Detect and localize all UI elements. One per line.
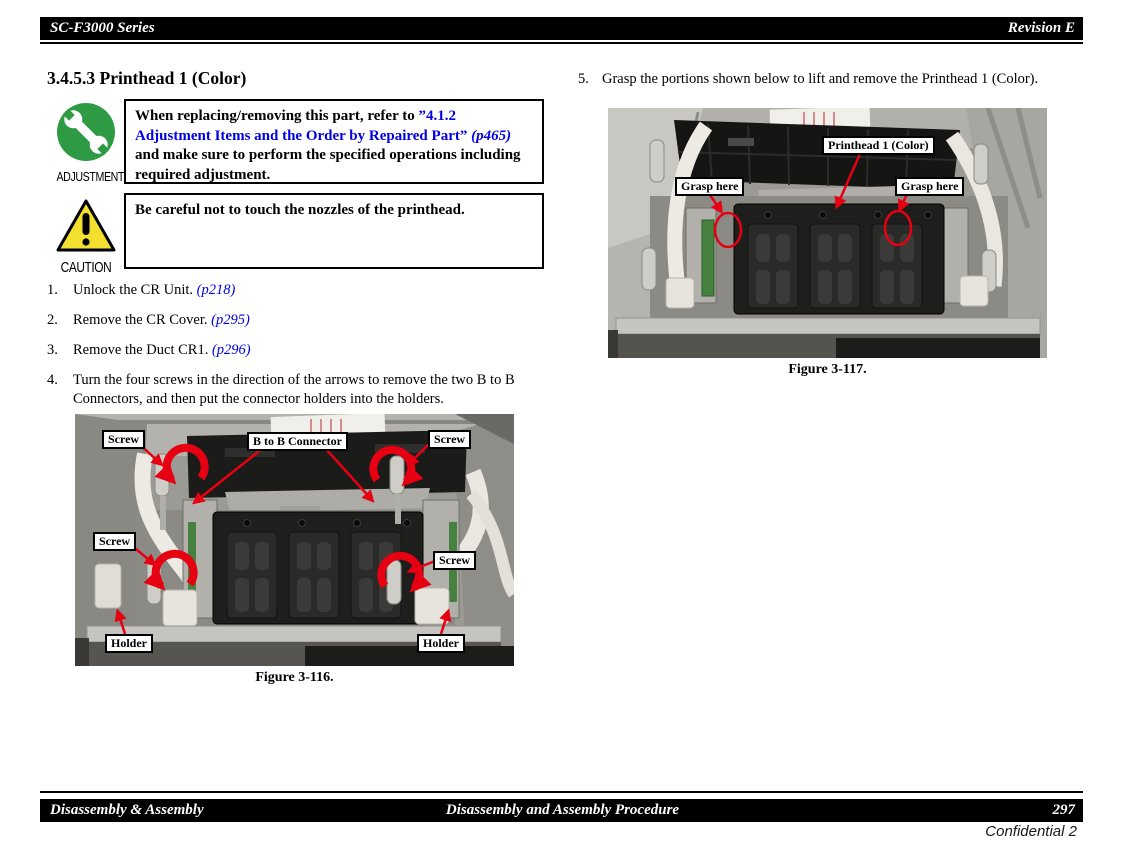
page-header-bar <box>40 17 1083 40</box>
step-3-text <box>73 341 251 359</box>
step-1-body: Unlock the CR Unit. <box>73 282 197 298</box>
figure-3-116-illustration <box>75 414 514 666</box>
adjustment-icon <box>55 101 117 163</box>
fig117-label-printhead: Printhead 1 (Color) <box>822 136 935 155</box>
caution-icon <box>55 198 117 254</box>
step-3-number: 3. <box>47 342 58 359</box>
step-4 <box>47 371 533 407</box>
caution-icon-label: CAUTION <box>60 260 112 276</box>
caution-icon-block <box>50 198 122 276</box>
confidential-note: Confidential 2 <box>985 823 1077 840</box>
procedure-steps <box>47 281 533 420</box>
section-heading: 3.4.5.3 Printhead 1 (Color) <box>47 68 247 88</box>
footer-rule <box>40 791 1083 793</box>
step-4-number: 4. <box>47 372 58 389</box>
fig117-label-grasp-left: Grasp here <box>675 177 744 196</box>
step-1-number: 1. <box>47 282 58 298</box>
fig116-label-screw-mr: Screw <box>433 551 476 570</box>
fig116-label-holder-l: Holder <box>105 634 153 653</box>
caution-notebox <box>124 193 544 269</box>
fig116-label-b2b-connector: B to B Connector <box>247 432 348 451</box>
adjustment-text-before: When replacing/removing this part, refer to <box>135 108 419 124</box>
adjustment-text-after: and make sure to perform the specified operations including required adjustment. <box>135 147 521 183</box>
caution-text: Be careful not to touch the nozzles of the printhead. <box>135 202 465 218</box>
figure-3-116-photo <box>75 414 514 666</box>
fig116-label-screw-tr: Screw <box>428 430 471 449</box>
header-revision: Revision E <box>1007 20 1075 36</box>
step-2-body: Remove the CR Cover. <box>73 312 212 329</box>
fig116-label-screw-tl: Screw <box>102 430 145 449</box>
header-rule <box>40 42 1083 44</box>
step-2-ref[interactable]: (p295) <box>211 312 250 329</box>
step-2-number: 2. <box>47 312 58 329</box>
adjustment-notebox <box>124 99 544 184</box>
step-2 <box>47 311 533 329</box>
figure-3-117-photo <box>608 108 1047 358</box>
step-3-ref[interactable]: (p296) <box>211 342 251 359</box>
fig116-label-screw-ml: Screw <box>93 532 136 551</box>
step-4-body: Turn the four screws in the direction of the arrows to remove the two B to B Connectors, and then put the connector holders into the holders. <box>73 372 515 407</box>
adjustment-link[interactable]: ”4.1.2 Adjustment Items and the Order by Repaired Part” <box>135 108 468 144</box>
step-2-text <box>73 311 250 329</box>
step-5-number: 5. <box>578 71 589 87</box>
footer-page-number: 297 <box>1052 802 1075 818</box>
step-5 <box>578 70 1083 88</box>
header-series-title: SC-F3000 Series <box>50 20 155 36</box>
footer-section: Disassembly and Assembly Procedure <box>445 802 680 818</box>
step-1-text <box>73 281 235 299</box>
step-4-text <box>73 371 533 407</box>
step-5-text: Grasp the portions shown below to lift and remove the Printhead 1 (Color). <box>602 71 1039 87</box>
adjustment-icon-block <box>50 101 125 184</box>
figure-3-116-caption: Figure 3-116. <box>255 670 334 685</box>
page-footer-bar <box>40 799 1083 822</box>
step-1-ref[interactable]: (p218) <box>196 282 236 298</box>
adjustment-icon-label: ADJUSTMENT <box>56 169 125 184</box>
footer-chapter: Disassembly & Assembly <box>50 802 204 818</box>
fig116-label-holder-r: Holder <box>417 634 465 653</box>
fig117-label-grasp-right: Grasp here <box>895 177 964 196</box>
adjustment-page-ref[interactable]: (p465) <box>471 127 512 144</box>
figure-3-117-caption: Figure 3-117. <box>788 362 867 377</box>
step-3 <box>47 341 533 359</box>
step-3-body: Remove the Duct CR1. <box>73 342 212 359</box>
step-1 <box>47 281 533 299</box>
